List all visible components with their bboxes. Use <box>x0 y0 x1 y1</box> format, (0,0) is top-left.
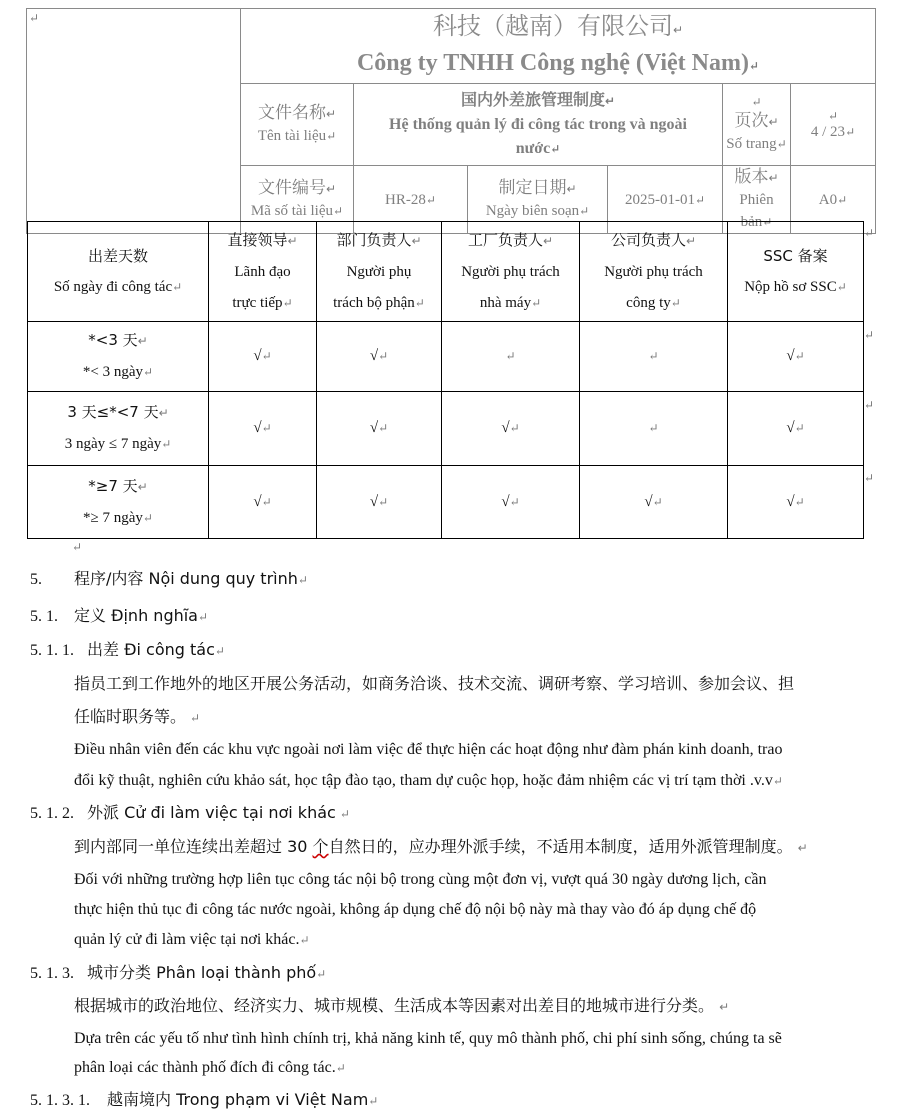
doc-title-cell: 国内外差旅管理制度↵ Hệ thống quản lý đi công tác trong và ngoài nước↵ <box>354 84 723 166</box>
row-end-mark: ↵ <box>864 328 875 342</box>
page-label: ↵ 页次↵ Số trang↵ <box>723 84 791 166</box>
section-5-1-3-1-heading: 5. 1. 3. 1. 越南境内 Trong phạm vi Việt Nam↵ <box>30 1090 379 1109</box>
header-ssc-filing: SSC 备案 Nộp hồ sơ SSC↵ <box>728 222 864 322</box>
section-5-1-heading: 5. 1. 定义 Định nghĩa↵ <box>30 606 209 625</box>
section-5-1-1-vn-line-1: Điều nhân viên đến các khu vực ngoài nơi làm việc để thực hiện các hoạt động như đàm phán kinh doanh, trao <box>74 741 783 758</box>
section-5-1-2-vn-line-3: quản lý cử đi làm việc tại nơi khác.↵ <box>74 931 310 948</box>
date-value: 2025-01-01↵ <box>608 166 723 234</box>
days-cell: *<3 天↵ *< 3 ngày↵ <box>28 322 209 392</box>
header-factory-head: 工厂负责人↵ Người phụ trách nhà máy↵ <box>442 222 580 322</box>
section-5-1-1-cn-line-1: 指员工到工作地外的地区开展公务活动，如商务洽谈、技术交流、调研考察、学习培训、参加会议、担 <box>74 674 795 693</box>
doc-name-label: 文件名称↵ Tên tài liệu↵ <box>241 84 354 166</box>
empty-paragraph-mark: ↵ <box>72 540 83 554</box>
version-label: 版本↵ Phiên bản↵ <box>723 166 791 234</box>
check-cell: √↵ <box>728 392 864 466</box>
logo-cell: ↵ <box>27 9 241 234</box>
approval-matrix-table <box>27 221 864 539</box>
doc-no-label: 文件编号↵ Mã số tài liệu↵ <box>241 166 354 234</box>
section-5-1-3-heading: 5. 1. 3. 城市分类 Phân loại thành phố↵ <box>30 963 327 982</box>
check-cell: √↵ <box>580 466 728 539</box>
company-name-vn: Công ty TNHH Công nghệ (Việt Nam)↵ <box>356 49 760 76</box>
check-cell: √↵ <box>728 466 864 539</box>
check-cell: ↵ <box>580 392 728 466</box>
days-cell: 3 天≤*<7 天↵ 3 ngày ≤ 7 ngày↵ <box>28 392 209 466</box>
check-cell: √↵ <box>209 322 317 392</box>
company-name-cell <box>241 9 876 84</box>
table-row <box>28 466 864 539</box>
days-cell: *≥7 天↵ *≥ 7 ngày↵ <box>28 466 209 539</box>
check-cell: √↵ <box>317 392 442 466</box>
version-value: A0↵ <box>791 166 876 234</box>
date-label: 制定日期↵ Ngày biên soạn↵ <box>468 166 608 234</box>
check-cell: √↵ <box>728 322 864 392</box>
section-5-1-3-cn-line: 根据城市的政治地位、经济实力、城市规模、生活成本等因素对出差目的地城市进行分类。 ↵ <box>74 996 730 1015</box>
page-value: ↵ 4 / 23↵ <box>791 84 876 166</box>
header-days: 出差天数 Số ngày đi công tác↵ <box>28 222 209 322</box>
check-cell: √↵ <box>442 392 580 466</box>
section-5-1-2-vn-line-2: thực hiện thủ tục đi công tác nước ngoài, không áp dụng chế độ nội bộ này mà thay vào đó áp dụng chế độ <box>74 901 757 918</box>
section-5-1-1-heading: 5. 1. 1. 出差 Đi công tác↵ <box>30 640 225 659</box>
check-cell: ↵ <box>442 322 580 392</box>
table-row <box>28 322 864 392</box>
check-cell: √↵ <box>442 466 580 539</box>
header-dept-head: 部门负责人↵ Người phụ trách bộ phận↵ <box>317 222 442 322</box>
check-cell: √↵ <box>209 392 317 466</box>
section-5-1-3-vn-line-1: Dựa trên các yếu tố như tình hình chính trị, khả năng kinh tế, quy mô thành phố, chi phí sinh sống, chúng ta sẽ <box>74 1030 782 1047</box>
section-5-1-1-vn-line-2: đổi kỹ thuật, nghiên cứu khảo sát, học tập đào tạo, tham dự cuộc họp, hoặc đảm nhiệm các vị trí tạm thời .v.v↵ <box>74 772 783 789</box>
company-name-cn: 科技（越南）有限公司↵ <box>432 11 684 40</box>
section-5-heading: 5. 程序/内容 Nội dung quy trình↵ <box>30 569 308 588</box>
document-header-table <box>26 8 876 234</box>
section-5-1-2-cn-line: 到内部同一单位连续出差超过 30 个自然日的，应办理外派手续，不适用本制度，适用外派管理制度。 ↵ <box>74 837 808 856</box>
table-header-row <box>28 222 864 322</box>
check-cell: √↵ <box>317 322 442 392</box>
row-end-mark: ↵ <box>864 398 875 412</box>
check-cell: ↵ <box>580 322 728 392</box>
section-5-1-2-vn-line-1: Đối với những trường hợp liên tục công tác nội bộ trong cùng một đơn vị, vượt quá 30 ngày dương lịch, cần <box>74 871 767 888</box>
section-5-1-2-heading: 5. 1. 2. 外派 Cử đi làm việc tại nơi khác ↵ <box>30 803 350 822</box>
check-cell: √↵ <box>317 466 442 539</box>
section-5-1-1-cn-line-2: 任临时职务等。 ↵ <box>74 707 201 726</box>
row-end-mark: ↵ <box>864 471 875 485</box>
header-direct-leader: 直接领导↵ Lãnh đạo trực tiếp↵ <box>209 222 317 322</box>
table-row <box>28 392 864 466</box>
row-end-mark: ↵ <box>864 226 875 240</box>
section-5-1-3-vn-line-2: phân loại các thành phố đích đi công tác.↵ <box>74 1059 346 1076</box>
doc-no-value: HR-28↵ <box>354 166 468 234</box>
header-company-head: 公司负责人↵ Người phụ trách công ty↵ <box>580 222 728 322</box>
check-cell: √↵ <box>209 466 317 539</box>
